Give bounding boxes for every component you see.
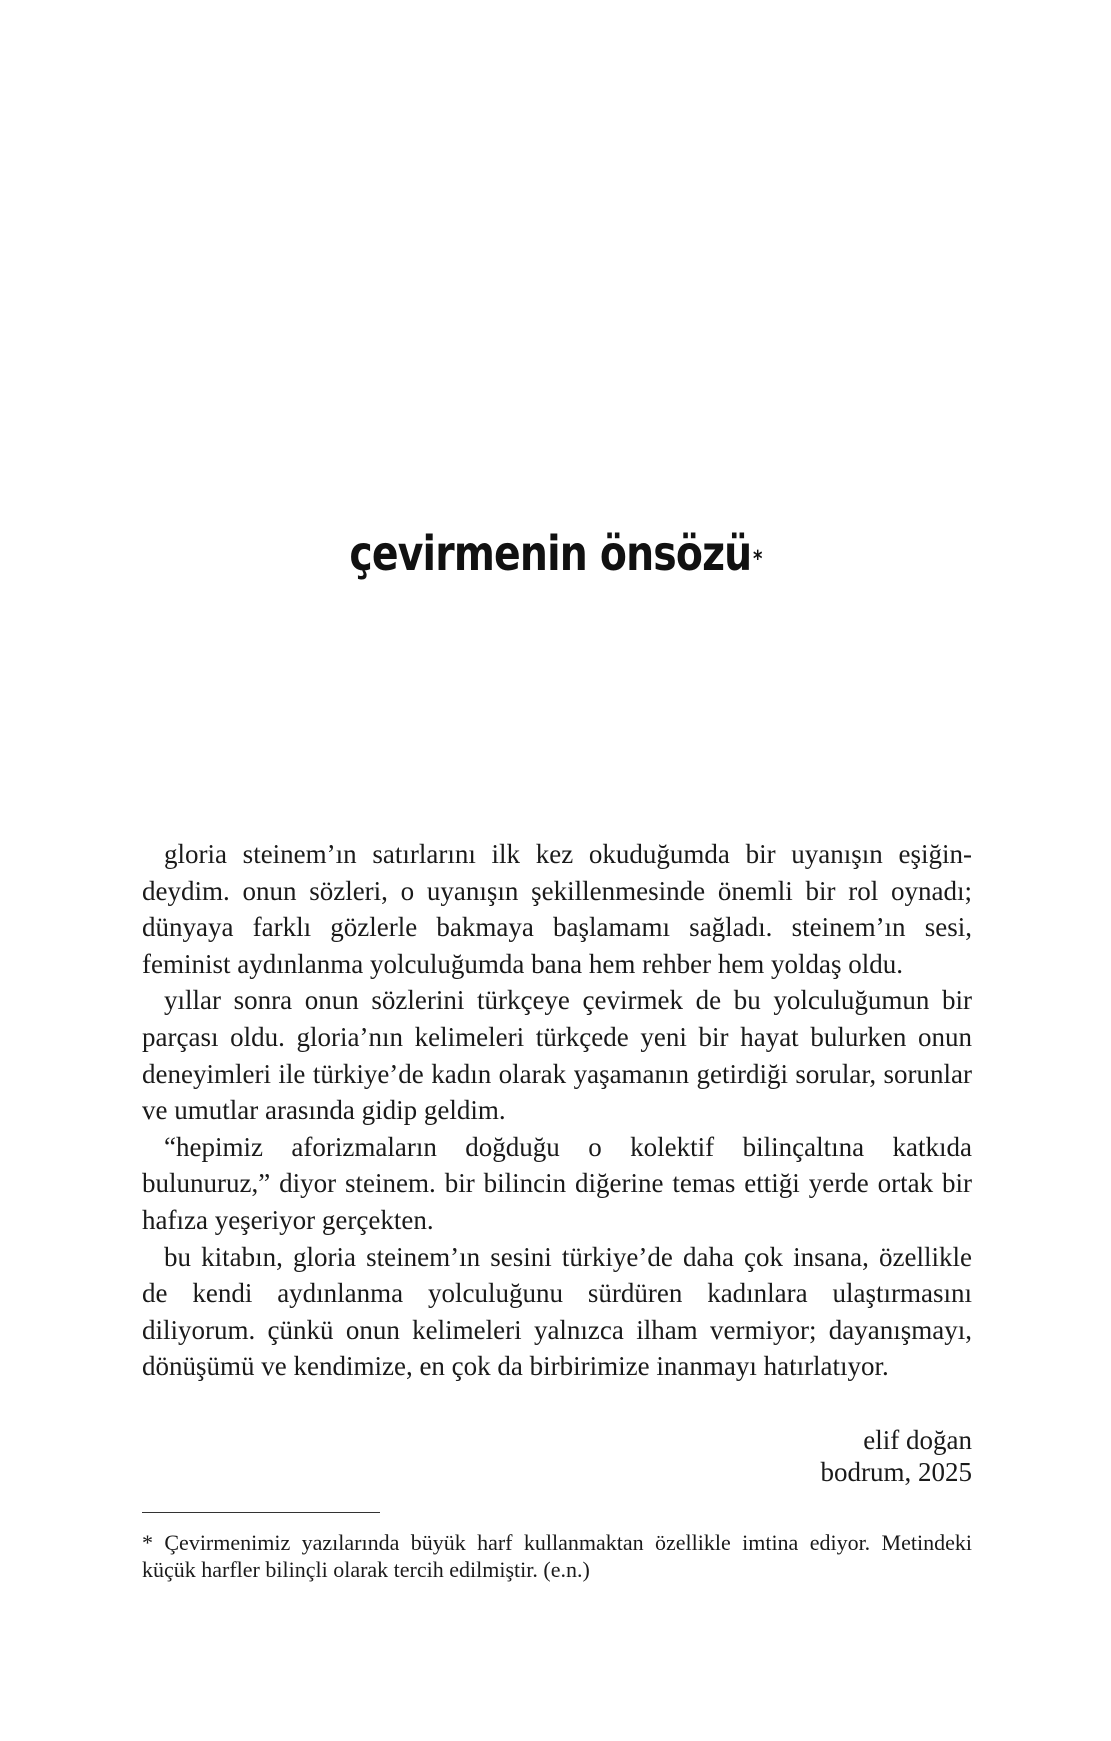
paragraph-4: bu kitabın, gloria steinem’ın sesini türkiye’de daha çok insana, özellikle de kendi aydınlanma yolculuğunu sürdüren kadınlara ulaştırmasını diliyorum. çünkü onun kelimeleri yalnızca ilham vermiyor; dayanışmayı, dönüşümü ve kendimize, en çok da birbirimize inanmayı hatırlatıyor. [142, 1241, 972, 1382]
signature-place-date: bodrum, 2025 [820, 1457, 972, 1487]
paragraph-1: gloria steinem’ın satırlarını ilk kez okuduğumda bir uyanışın eşiğindeydim. onun sözleri, o uyanışın şekillenmesinde önemli bir rol oynadı; dünyaya farklı gözlerle bakmaya başlamamı sağladı. steinem’ın sesi, feminist aydınlanma yolculuğumda bana hem rehber hem yoldaş oldu. [142, 839, 972, 979]
signature-name: elif doğan [863, 1425, 972, 1455]
footnote-divider [142, 1512, 380, 1513]
footnote [142, 1529, 972, 1583]
footnote-text: * Çevirmenimiz yazılarında büyük harf kullanmaktan özellikle imtina ediyor. Metindeki küçük harfler bilinçli olarak tercih edilmiştir. (e.n.) [142, 1530, 972, 1582]
preface-body [142, 836, 972, 1385]
footnote-marker: * [753, 547, 762, 573]
paragraph-2: yıllar sonra onun sözlerini türkçeye çevirmek de bu yolculuğumun bir parçası oldu. gloria’nın kelimeleri türkçede yeni bir hayat bulurken onun deneyimleri ile türkiye’de kadın olarak yaşamanın getirdiği sorular, sorunlar ve umutlar arasında gidip geldim. [142, 985, 972, 1126]
page-title-text: çevirmenin önsözü [349, 526, 752, 583]
paragraph-3: “hepimiz aforizmaların doğduğu o kolektif bilinçaltına katkıda bulunuruz,” diyor steinem. bir bilincin diğerine temas ettiği yerde ortak bir hafıza yeşeriyor gerçekten. [142, 1131, 972, 1235]
signature-block [600, 1424, 972, 1488]
page-title [100, 526, 1011, 583]
